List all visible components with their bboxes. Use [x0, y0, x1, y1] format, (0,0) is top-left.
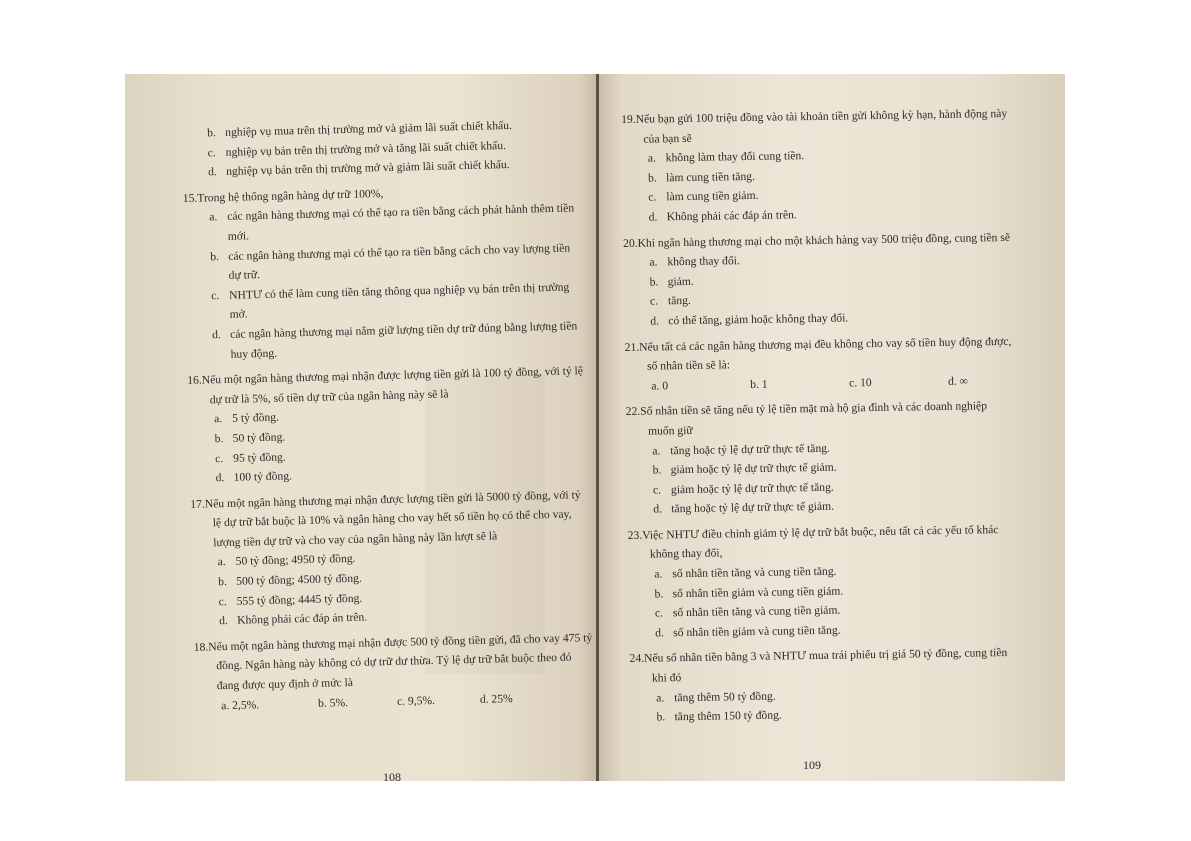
- option-16c: c. 95 tỷ đồng.: [215, 450, 286, 465]
- option-19c: c. làm cung tiền giảm.: [648, 189, 759, 204]
- question-17: 17.Nếu một ngân hàng thương mại nhận được lượng tiền gửi là 5000 tỷ đồng, với tỷ lệ dự trữ bắt buộc là 10% và ngân hàng cho vay hết số tiền họ có thể cho vay, lượng tiền dự trữ và cho vay của ngân hàng này lần lượt sẽ là: [190, 488, 581, 550]
- option-15b: b. các ngân hàng thương mại có thể tạo ra tiền bằng cách cho vay lượng tiền dự trữ.: [210, 241, 571, 283]
- option-24b: b. tăng thêm 150 tỷ đồng.: [656, 708, 782, 724]
- option-23a: a. số nhân tiền tăng và cung tiền tăng.: [654, 564, 837, 581]
- question-15: 15.Trong hệ thống ngân hàng dự trữ 100%,: [182, 186, 384, 205]
- option-23d: d. số nhân tiền giảm và cung tiền tăng.: [655, 623, 841, 640]
- question-22: 22.Số nhân tiền sẽ tăng nếu tỷ lệ tiền mặt mà hộ gia đình và các doanh nghiệp muốn giữ: [625, 399, 988, 438]
- question-21: 21.Nếu tất cả các ngân hàng thương mại đều không cho vay số tiền huy động được, số nhân tiền sẽ là:: [624, 334, 1012, 373]
- option-20c: c. tăng.: [649, 294, 691, 308]
- option-17b: b. 500 tỷ đồng; 4500 tỷ đồng.: [218, 571, 362, 589]
- option-19b: b. làm cung tiền tăng.: [647, 169, 756, 185]
- right-page: [599, 74, 1065, 781]
- question-19: 19.Nếu bạn gửi 100 triệu đồng vào tài khoản tiền gửi không kỳ hạn, hành động này của bạn sẽ: [621, 106, 1008, 146]
- question-23: 23.Việc NHTƯ điều chỉnh giảm tỷ lệ dự trữ bắt buộc, nếu tất cả các yếu tố khác không thay đổi,: [627, 522, 999, 562]
- question-20: 20.Khi ngân hàng thương mại cho một khách hàng vay 500 triệu đồng, cung tiền sẽ: [622, 230, 1011, 250]
- option-17a: a. 50 tỷ đồng; 4950 tỷ đồng.: [217, 552, 356, 569]
- question-18: 18.Nếu một ngân hàng thương mại nhận được 500 tỷ đồng tiền gửi, đã cho vay 475 tỷ đồng. Ngân hàng này không có dự trữ dư thừa. Tỷ lệ dự trữ bắt buộc theo đó đang được quy định ở mức là: [193, 630, 593, 693]
- option-21c: c. 10: [849, 375, 872, 390]
- option-19a: a. không làm thay đổi cung tiền.: [647, 149, 805, 165]
- option-17d: d. Không phải các đáp án trên.: [218, 610, 368, 628]
- option-17c: c. 555 tỷ đồng; 4445 tỷ đồng.: [218, 591, 363, 608]
- option-24a: a. tăng thêm 50 tỷ đồng.: [656, 689, 776, 705]
- option-23b: b. số nhân tiền giảm và cung tiền giảm.: [654, 584, 844, 601]
- option-20d: d. có thể tăng, giảm hoặc không thay đổi.: [650, 311, 849, 328]
- option-15c: c. NHTƯ có thể làm cung tiền tăng thông qua nghiệp vụ bán trên thị trường mở.: [211, 280, 570, 322]
- option-20a: a. không thay đổi.: [649, 254, 740, 269]
- page-number-left: 108: [383, 770, 401, 781]
- option-14c: c. nghiệp vụ bán trên thị trường mở và tăng lãi suất chiết khấu.: [207, 138, 507, 159]
- option-14b: b. nghiệp vụ mua trên thị trường mở và giảm lãi suất chiết khấu.: [207, 118, 513, 140]
- option-22b: b. giảm hoặc tỷ lệ dự trữ thực tế giảm.: [652, 460, 837, 477]
- right-page-text: [621, 104, 1021, 728]
- question-16: 16.Nếu một ngân hàng thương mại nhận được lượng tiền gửi là 100 tỷ đồng, với tỷ lệ dự trữ là 5%, số tiền dự trữ của ngân hàng này sẽ là: [187, 364, 584, 407]
- left-page-text: [181, 114, 595, 716]
- option-16a: a. 5 tỷ đồng.: [214, 411, 280, 426]
- question-24: 24.Nếu số nhân tiền bằng 3 và NHTƯ mua trái phiếu trị giá 50 tỷ đồng, cung tiền khi đó: [629, 646, 1008, 685]
- option-21d: d. ∞: [947, 374, 968, 388]
- page-number-right: 109: [803, 758, 821, 772]
- option-22c: c. giảm hoặc tỷ lệ dự trữ thực tế tăng.: [652, 480, 834, 497]
- option-21a: a. 0: [651, 379, 669, 393]
- option-21b: b. 1: [750, 377, 768, 391]
- option-16d: d. 100 tỷ đồng.: [215, 469, 293, 485]
- option-20b: b. giảm.: [649, 274, 694, 289]
- option-22a: a. tăng hoặc tỷ lệ dự trữ thực tế tăng.: [652, 441, 830, 458]
- option-15a: a. các ngân hàng thương mại có thể tạo ra tiền bằng cách phát hành thêm tiền mới.: [209, 201, 575, 243]
- option-18c: c. 9,5%.: [396, 693, 436, 708]
- option-16b: b. 50 tỷ đồng.: [214, 430, 286, 446]
- option-15d: d. các ngân hàng thương mại nắm giữ lượng tiền dự trữ đúng bằng lượng tiền huy động.: [211, 319, 578, 361]
- option-18d: d. 25%: [479, 691, 513, 706]
- option-23c: c. số nhân tiền tăng và cung tiền giảm.: [654, 603, 841, 620]
- option-18b: b. 5%.: [317, 695, 349, 710]
- option-18a: a. 2,5%.: [221, 697, 260, 712]
- option-14d: d. nghiệp vụ bán trên thị trường mở và giảm lãi suất chiết khấu.: [208, 158, 510, 179]
- open-book: [125, 74, 1065, 781]
- option-22d: d. tăng hoặc tỷ lệ dự trữ thực tế giảm.: [653, 499, 835, 516]
- left-page: [125, 74, 597, 781]
- option-19d: d. Không phải các đáp án trên.: [648, 208, 797, 224]
